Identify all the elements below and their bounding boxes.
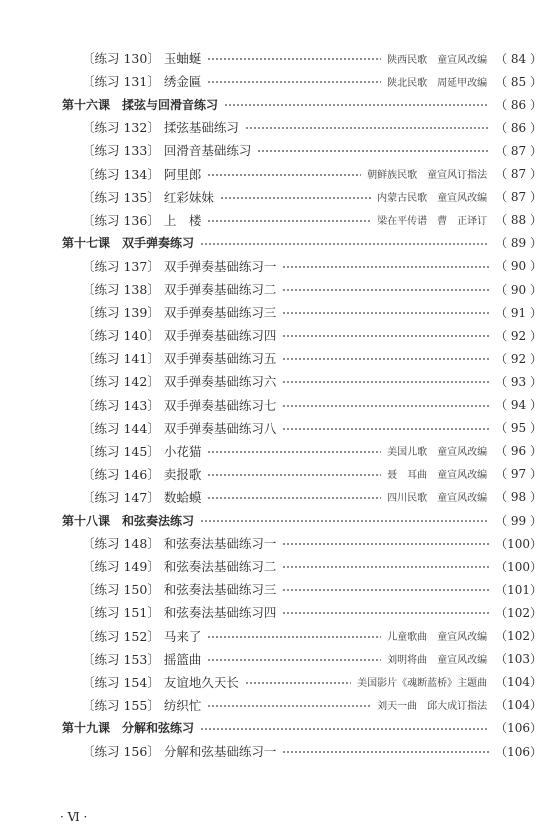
page-number: （ 88 ） bbox=[495, 213, 542, 228]
page-number: （ 92 ） bbox=[495, 351, 542, 366]
entry-title: 纺织忙 bbox=[163, 697, 202, 713]
toc-entry bbox=[0, 556, 560, 576]
entry-title: 双手弹奏基础练习一 bbox=[163, 258, 277, 274]
entry-title: 上 楼 bbox=[163, 212, 202, 228]
dot-leader bbox=[282, 266, 489, 268]
dot-leader bbox=[282, 358, 489, 360]
toc-entry bbox=[0, 464, 560, 484]
exercise-number: 〔练习 131〕 bbox=[82, 74, 160, 90]
exercise-number: 〔练习 148〕 bbox=[82, 536, 160, 552]
page-number: （ 99 ） bbox=[495, 513, 542, 528]
exercise-number: 〔练习 139〕 bbox=[82, 305, 160, 321]
dot-leader bbox=[282, 381, 489, 383]
toc-entry bbox=[0, 395, 560, 415]
entry-title: 红彩妹妹 bbox=[163, 189, 214, 205]
entry-title: 摇篮曲 bbox=[163, 651, 202, 667]
dot-leader bbox=[282, 335, 489, 337]
page-number: （ 94 ） bbox=[495, 398, 542, 412]
toc-entry bbox=[0, 441, 560, 461]
page-number: （100） bbox=[495, 536, 542, 551]
entry-author: 刘明将曲 童宣风改编 bbox=[387, 655, 488, 667]
entry-author: 内蒙古民歌 童宣风改编 bbox=[377, 193, 488, 205]
exercise-number: 〔练习 137〕 bbox=[82, 258, 160, 274]
lesson-number: 第十七课 bbox=[62, 236, 111, 251]
entry-title: 和弦奏法基础练习一 bbox=[163, 536, 277, 552]
exercise-number: 〔练习 154〕 bbox=[82, 674, 160, 690]
entry-author: 美国影片《魂断蓝桥》主题曲 bbox=[357, 678, 488, 690]
entry-title: 分解和弦练习 bbox=[122, 721, 195, 736]
entry-author: 梁在平传谱 曹 正译订 bbox=[377, 216, 488, 228]
entry-title: 揉弦基础练习 bbox=[163, 120, 239, 136]
dot-leader bbox=[245, 127, 489, 129]
dot-leader bbox=[245, 682, 351, 684]
dot-leader bbox=[207, 659, 381, 661]
page-number-footer: · Ⅵ · bbox=[60, 810, 88, 824]
toc-entry bbox=[0, 164, 560, 184]
dot-leader bbox=[282, 566, 489, 568]
toc-entry bbox=[0, 71, 560, 91]
dot-leader bbox=[200, 520, 489, 522]
entry-author: 四川民歌 童宣风改编 bbox=[387, 493, 488, 505]
toc-entry bbox=[0, 325, 560, 345]
page-number: （100） bbox=[495, 559, 542, 574]
entry-title: 卖报歌 bbox=[163, 466, 202, 482]
dot-leader bbox=[200, 728, 489, 730]
dot-leader bbox=[207, 81, 381, 83]
toc-entry bbox=[0, 579, 560, 599]
entry-title: 和弦奏法基础练习二 bbox=[163, 559, 277, 575]
toc-entry bbox=[0, 187, 560, 207]
page-number: （104） bbox=[495, 698, 542, 713]
entry-author: 陕西民歌 童宣风改编 bbox=[387, 54, 488, 66]
exercise-number: 〔练习 144〕 bbox=[82, 420, 160, 436]
exercise-number: 〔练习 155〕 bbox=[82, 697, 160, 713]
page-number: （101） bbox=[495, 582, 542, 597]
dot-leader bbox=[282, 612, 489, 614]
lesson-number: 第十八课 bbox=[62, 513, 111, 528]
entry-title: 揉弦与回滑音练习 bbox=[122, 97, 219, 112]
entry-author: 朝鲜族民歌 童宣风订指法 bbox=[367, 170, 488, 181]
exercise-number: 〔练习 150〕 bbox=[82, 582, 160, 598]
dot-leader bbox=[207, 451, 381, 453]
toc-entry bbox=[0, 256, 560, 276]
page-number: （ 86 ） bbox=[495, 97, 542, 112]
entry-title: 分解和弦基础练习一 bbox=[163, 744, 277, 759]
exercise-number: 〔练习 140〕 bbox=[82, 328, 160, 344]
dot-leader bbox=[220, 197, 371, 199]
entry-title: 双手弹奏基础练习八 bbox=[163, 420, 277, 436]
dot-leader bbox=[282, 289, 489, 291]
page-number: （ 89 ） bbox=[495, 236, 542, 251]
toc-entry bbox=[0, 279, 560, 299]
exercise-number: 〔练习 133〕 bbox=[82, 143, 160, 159]
toc-entry bbox=[0, 140, 560, 160]
page-number: （ 91 ） bbox=[495, 305, 542, 320]
exercise-number: 〔练习 142〕 bbox=[82, 374, 160, 390]
lesson-number: 第十九课 bbox=[62, 721, 111, 736]
page-number: （ 87 ） bbox=[495, 190, 542, 205]
entry-author: 陕北民歌 周延甲改编 bbox=[387, 77, 488, 89]
exercise-number: 〔练习 132〕 bbox=[82, 120, 160, 136]
toc-entry bbox=[0, 672, 560, 692]
page-number: （104） bbox=[495, 675, 542, 690]
entry-title: 和弦奏法练习 bbox=[122, 513, 195, 528]
exercise-number: 〔练习 149〕 bbox=[82, 559, 160, 575]
entry-title: 双手弹奏基础练习三 bbox=[163, 305, 277, 321]
entry-title: 双手弹奏练习 bbox=[122, 236, 195, 251]
entry-title: 和弦奏法基础练习三 bbox=[163, 582, 277, 598]
entry-author: 儿童歌曲 童宣风改编 bbox=[387, 632, 488, 643]
entry-title: 阿里郎 bbox=[163, 166, 202, 182]
dot-leader bbox=[224, 104, 489, 106]
toc-lesson-heading bbox=[0, 718, 560, 738]
dot-leader bbox=[257, 150, 489, 152]
page-number: （ 95 ） bbox=[495, 421, 542, 436]
toc-entry bbox=[0, 741, 560, 761]
page-number: （ 84 ） bbox=[495, 51, 542, 66]
dot-leader bbox=[207, 636, 381, 638]
exercise-number: 〔练习 134〕 bbox=[82, 166, 160, 182]
page-number: （ 96 ） bbox=[495, 444, 542, 459]
toc-entry bbox=[0, 533, 560, 553]
entry-title: 双手弹奏基础练习五 bbox=[163, 351, 277, 367]
toc-entry bbox=[0, 602, 560, 622]
page-number: （103） bbox=[495, 652, 542, 667]
page-number: （ 87 ） bbox=[495, 167, 542, 181]
entry-title: 双手弹奏基础练习二 bbox=[163, 282, 277, 297]
dot-leader bbox=[207, 174, 361, 176]
dot-leader bbox=[200, 243, 489, 245]
exercise-number: 〔练习 145〕 bbox=[82, 443, 160, 459]
page-number: （ 90 ） bbox=[495, 282, 542, 297]
page-number: （ 93 ） bbox=[495, 374, 542, 389]
dot-leader bbox=[282, 751, 489, 753]
entry-title: 双手弹奏基础练习六 bbox=[163, 374, 277, 390]
exercise-number: 〔练习 147〕 bbox=[82, 489, 160, 505]
toc-entry bbox=[0, 418, 560, 438]
dot-leader bbox=[207, 705, 371, 707]
toc-entry bbox=[0, 48, 560, 68]
dot-leader bbox=[207, 497, 381, 499]
toc-entry bbox=[0, 210, 560, 230]
entry-title: 马来了 bbox=[163, 628, 202, 644]
entry-title: 友谊地久天长 bbox=[163, 674, 239, 690]
toc-entry bbox=[0, 695, 560, 715]
toc-entry bbox=[0, 302, 560, 322]
entry-title: 和弦奏法基础练习四 bbox=[163, 605, 277, 621]
entry-author: 聂 耳曲 童宣风改编 bbox=[387, 470, 488, 482]
toc-lesson-heading bbox=[0, 94, 560, 114]
exercise-number: 〔练习 135〕 bbox=[82, 189, 160, 205]
page-number: （ 86 ） bbox=[495, 120, 542, 135]
toc-lesson-heading bbox=[0, 233, 560, 253]
exercise-number: 〔练习 151〕 bbox=[82, 605, 160, 621]
entry-title: 回滑音基础练习 bbox=[163, 143, 252, 159]
dot-leader bbox=[282, 543, 489, 545]
toc-entry bbox=[0, 348, 560, 368]
entry-author: 美国儿歌 童宣风改编 bbox=[387, 447, 488, 459]
dot-leader bbox=[207, 58, 381, 60]
entry-title: 绣金匾 bbox=[163, 74, 202, 90]
dot-leader bbox=[282, 312, 489, 314]
exercise-number: 〔练习 141〕 bbox=[82, 351, 160, 367]
dot-leader bbox=[282, 405, 489, 407]
page-number: （106） bbox=[495, 744, 542, 759]
dot-leader bbox=[282, 589, 489, 591]
entry-title: 数蛤蟆 bbox=[163, 489, 202, 505]
dot-leader bbox=[282, 428, 489, 430]
entry-title: 双手弹奏基础练习四 bbox=[163, 328, 277, 344]
exercise-number: 〔练习 136〕 bbox=[82, 212, 160, 228]
entry-title: 双手弹奏基础练习七 bbox=[163, 397, 277, 413]
exercise-number: 〔练习 138〕 bbox=[82, 282, 160, 297]
entry-title: 小花猫 bbox=[163, 443, 202, 459]
toc-entry bbox=[0, 117, 560, 137]
exercise-number: 〔练习 146〕 bbox=[82, 466, 160, 482]
exercise-number: 〔练习 143〕 bbox=[82, 397, 160, 413]
page-number: （ 98 ） bbox=[495, 490, 542, 505]
page-number: （102） bbox=[495, 629, 542, 643]
page-number: （ 90 ） bbox=[495, 259, 542, 274]
exercise-number: 〔练习 152〕 bbox=[82, 628, 160, 644]
exercise-number: 〔练习 153〕 bbox=[82, 651, 160, 667]
toc-entry bbox=[0, 649, 560, 669]
page-number: （106） bbox=[495, 721, 542, 736]
lesson-number: 第十六课 bbox=[62, 97, 111, 112]
dot-leader bbox=[207, 474, 381, 476]
toc-lesson-heading bbox=[0, 510, 560, 530]
page-number: （ 85 ） bbox=[495, 74, 542, 89]
entry-author: 刘天一曲 邱大成订指法 bbox=[377, 701, 488, 713]
page-number: （ 87 ） bbox=[495, 143, 542, 158]
exercise-number: 〔练习 156〕 bbox=[82, 744, 160, 759]
toc-entry bbox=[0, 371, 560, 391]
exercise-number: 〔练习 130〕 bbox=[82, 51, 160, 66]
page-number: （102） bbox=[495, 605, 542, 620]
toc-entry bbox=[0, 487, 560, 507]
entry-title: 玉蚰蜒 bbox=[163, 51, 202, 66]
page-number: （ 97 ） bbox=[495, 467, 542, 482]
page-number: （ 92 ） bbox=[495, 328, 542, 343]
toc-entry bbox=[0, 626, 560, 646]
dot-leader bbox=[207, 220, 371, 222]
